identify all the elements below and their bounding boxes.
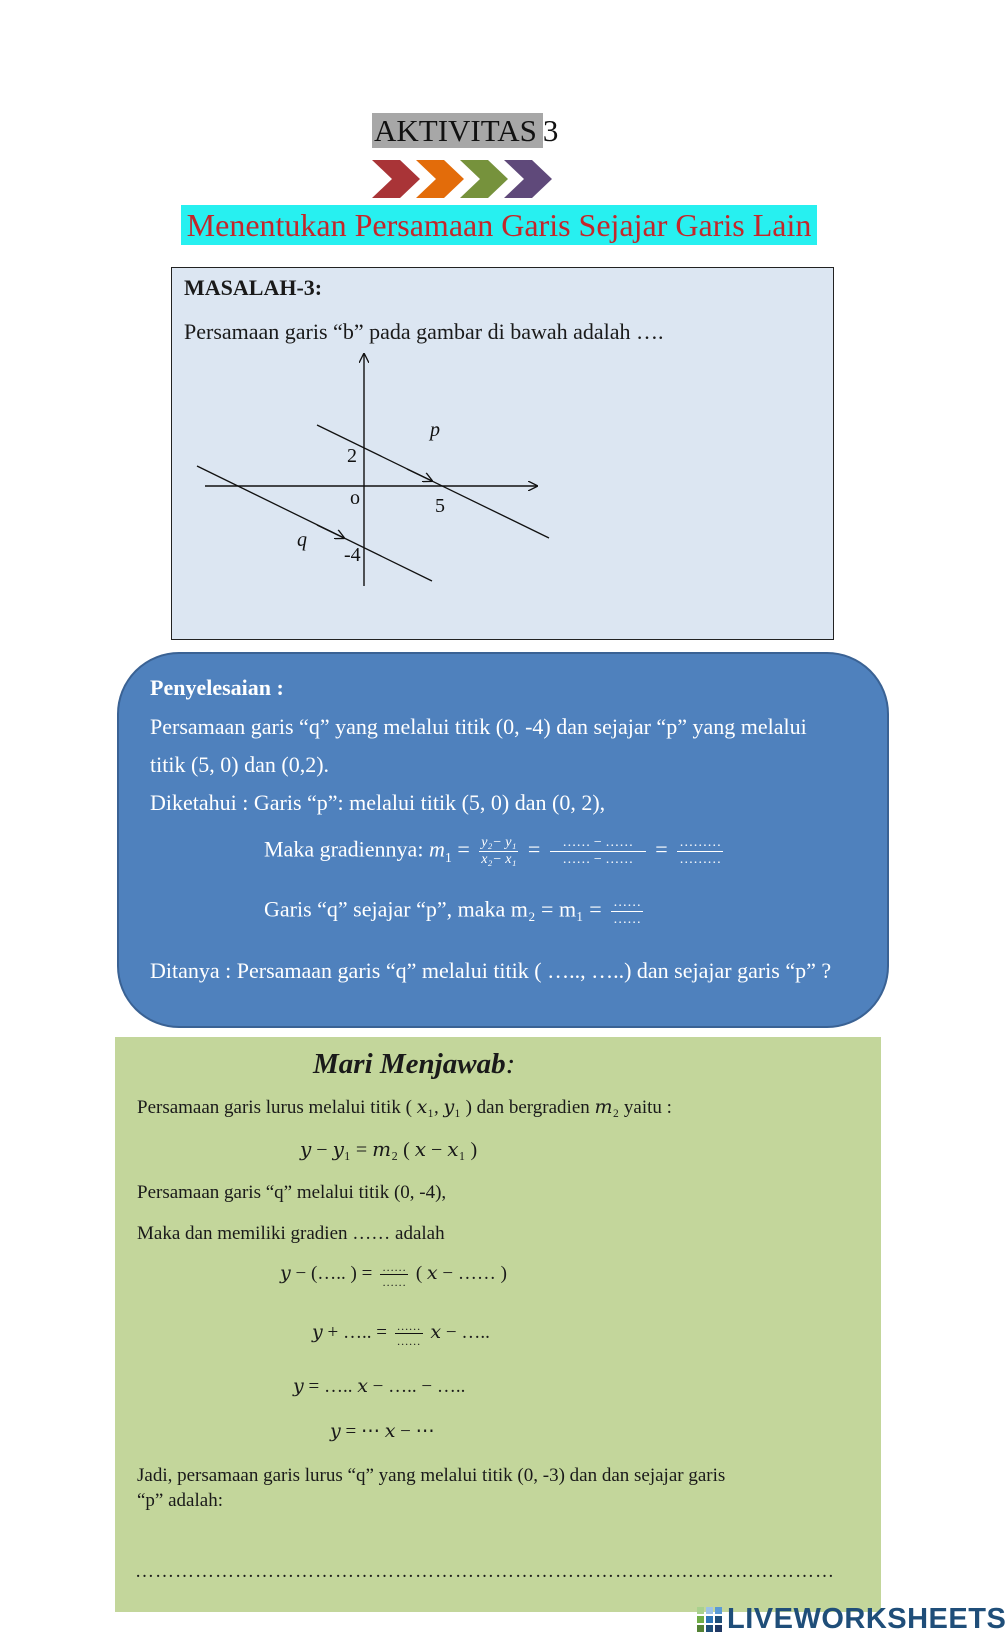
answer-blank-line[interactable]: ……………………………………………………………………………………………	[135, 1561, 835, 1582]
chevron-green	[460, 160, 508, 198]
answer-title	[313, 1046, 515, 1082]
answer-intro: Persamaan garis lurus melalui titik ( 𝑥₁, 𝑦₁ ) dan bergradien 𝑚₂ yaitu :	[137, 1097, 672, 1118]
label-2: 2	[347, 445, 357, 467]
conclusion-line-1: Jadi, persamaan garis lurus “q” yang melalui titik (0, -3) dan dan sejajar garis	[137, 1465, 726, 1486]
solution-panel	[117, 652, 889, 1028]
step-2	[312, 1319, 490, 1348]
solution-asked: Ditanya : Persamaan garis “q” melalui titik ( ….., …..) dan sejajar garis “p” ?	[150, 958, 832, 983]
solution-given: Diketahui : Garis “p”: melalui titik (5, 0) dan (0, 2),	[150, 790, 606, 815]
formula-denominator: x₂− x₁	[481, 852, 517, 867]
gradient-sub: 1	[444, 850, 452, 866]
gradient-formula: Maka gradiennya: $m_1$ = $\frac{\text{y₂− y₁}}{\text{x₂− x₁}}$ = $\frac{\dots\dots - \dots\dots}{\dots\dots - \dots\dots}$ = $\frac{\dots\dots\dots}{\dots\dots\dots}$	[264, 835, 722, 867]
gradient-prefix: Maka gradiennya:	[264, 836, 429, 862]
activity-title	[372, 112, 558, 150]
label-origin: o	[350, 487, 360, 509]
blank-numerator: …… − ……	[550, 835, 646, 852]
chevron-orange	[416, 160, 464, 198]
result-denominator: ………	[679, 852, 722, 867]
liveworksheets-logo-icon	[697, 1607, 723, 1633]
step1-numerator: ……	[382, 1260, 407, 1274]
step-1	[280, 1260, 507, 1289]
step2-denominator: ……	[396, 1334, 421, 1348]
problem-box	[171, 267, 834, 640]
gradient-symbol: m	[428, 836, 445, 862]
step-4: 𝑦 = ⋯ 𝑥 − ⋯	[330, 1421, 435, 1442]
activity-label: AKTIVITAS	[372, 113, 543, 148]
solution-line-2: titik (5, 0) dan (0,2).	[150, 752, 330, 777]
line-q	[197, 466, 432, 581]
parallel-numerator: ……	[613, 895, 642, 910]
activity-number: 3	[542, 113, 559, 148]
label-minus4: -4	[344, 544, 361, 566]
liveworksheets-brand	[697, 1603, 1006, 1635]
brand-name: LIVEWORKSHEETS	[727, 1603, 1006, 1635]
step1-left: 𝑦 − (….. ) =	[280, 1262, 378, 1284]
answer-title-text: Mari Menjawab	[313, 1048, 506, 1080]
problem-question: Persamaan garis “b” pada gambar di bawah adalah ….	[184, 319, 664, 344]
line-p-arrow	[407, 469, 432, 481]
chevron-red	[372, 160, 420, 198]
parallel-denominator: ……	[613, 912, 642, 927]
label-5: 5	[435, 495, 445, 517]
step1-fraction	[380, 1260, 408, 1289]
parallel-fraction	[611, 895, 643, 928]
step2-numerator: ……	[396, 1319, 421, 1333]
answer-panel	[115, 1037, 881, 1612]
solution-line-1: Persamaan garis “q” yang melalui titik (0, -4) dan sejajar “p” yang melalui	[150, 714, 807, 739]
step1-denominator: ……	[382, 1275, 407, 1289]
label-p: p	[430, 419, 440, 441]
step2-right: 𝑥 − …..	[425, 1321, 490, 1343]
parallel-text: Garis “q” sejajar “p”, maka m₂ = m₁ =	[264, 896, 608, 922]
chevron-arrows-icon	[372, 158, 572, 200]
blank-denominator: …… − ……	[562, 852, 634, 867]
point-slope-formula: 𝑦 − 𝑦₁ = 𝑚₂ ( 𝑥 − 𝑥₁ )	[300, 1139, 478, 1161]
blank-fraction	[550, 835, 646, 868]
result-numerator: ………	[679, 835, 722, 850]
formula-fraction	[479, 835, 518, 868]
parallel-gradient	[264, 895, 647, 928]
step-3: 𝑦 = ….. 𝑥 − ….. − …..	[293, 1376, 466, 1397]
formula-numerator: y₂− y₁	[481, 835, 517, 850]
conclusion-line-2: “p” adalah:	[137, 1490, 223, 1511]
solution-heading: Penyelesaian :	[150, 675, 284, 700]
line-q-arrow	[317, 525, 344, 538]
chevron-purple	[504, 160, 552, 198]
step2-fraction	[395, 1319, 423, 1348]
activity-subtitle: Menentukan Persamaan Garis Sejajar Garis Lain	[181, 205, 817, 245]
line-p	[317, 425, 549, 538]
problem-title: MASALAH-3:	[184, 275, 323, 300]
q-gradient-text: Maka dan memiliki gradien …… adalah	[137, 1223, 445, 1244]
q-through-point: Persamaan garis “q” melalui titik (0, -4),	[137, 1182, 447, 1203]
step2-left: 𝑦 + ….. =	[312, 1321, 392, 1343]
label-q: q	[297, 529, 307, 551]
step1-right: ( 𝑥 − …… )	[411, 1262, 507, 1284]
result-fraction	[677, 835, 723, 868]
answer-title-colon: :	[505, 1048, 516, 1080]
